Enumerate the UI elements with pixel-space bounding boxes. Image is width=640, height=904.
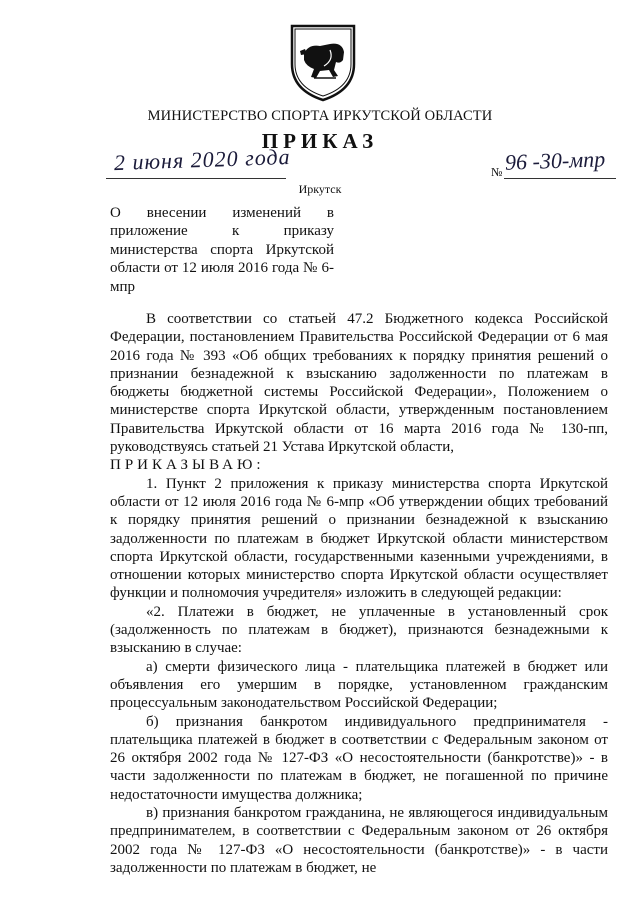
date-underline: [106, 178, 286, 179]
order-word: ПРИКАЗЫВАЮ:: [110, 457, 265, 474]
paragraph-sub-b: б) признания банкротом индивидуального предпринимателя - плательщика платежей в бюджет в соответствии с Федеральным законом от 26 октября 2002 года № 127-ФЗ «О несостоятельности (банкротстве)» - в части задолженности по платежам в бюджет, не погашенной по причине недостаточности имущества должника;: [110, 713, 608, 803]
number-underline: [504, 178, 616, 179]
paragraph-sub-a: а) смерти физического лица - плательщика платежей в бюджет или объявления его умершим в порядке, установленном гражданским процессуальным законодательством Российской Федерации;: [110, 658, 608, 712]
handwritten-number: 96 -30-мпр: [504, 146, 606, 175]
document-subject: О внесении изменений в приложение к приказу министерства спорта Иркутской области от 12 июля 2016 года № 6-мпр: [110, 205, 334, 295]
irkutsk-coat-of-arms-icon: [286, 20, 360, 104]
document-body: [110, 310, 608, 877]
document-title: ПРИКАЗ: [261, 129, 379, 153]
paragraph-preamble: В соответствии со статьей 47.2 Бюджетного кодекса Российской Федерации, постановлением Правительства Российской Федерации от 6 мая 2016 года № 393 «Об общих требованиях к порядку принятия решений о признании безнадежной к взысканию задолженности по платежам в бюджеты бюджетной системы Российской Федерации», Положением о министерстве спорта Иркутской области, утвержденным постановлением Правительства Иркутской области от 16 марта 2016 года № 130-пп, руководствуясь статьей 21 Устава Иркутской области,: [110, 311, 608, 456]
paragraph-item-2: «2. Платежи в бюджет, не уплаченные в установленный срок (задолженность по платежам в бюджет), признаются безнадежными к взысканию в случае:: [110, 603, 608, 657]
paragraph-sub-c: в) признания банкротом гражданина, не являющегося индивидуальным предпринимателем, в соответствии с Федеральным законом от 26 октября 2002 года № 127-ФЗ «О несостоятельности (банкротстве)» - в части задолженности по платежам в бюджет, не: [110, 805, 608, 876]
number-sign: №: [491, 165, 503, 179]
city-name: Иркутск: [298, 182, 342, 196]
paragraph-item-1: 1. Пункт 2 приложения к приказу министерства спорта Иркутской области от 12 июля 2016 года № 6-мпр «Об утверждении общих требований к порядку принятия решений о признании безнадежной к взысканию задолженности по платежам в бюджет Иркутской области министерством спорта Иркутской области, государственными казенными учреждениями, в отношении которых министерство спорта Иркутской области осуществляет функции и полномочия учредителя» изложить в следующей редакции:: [110, 475, 608, 602]
ministry-name: МИНИСТЕРСТВО СПОРТА ИРКУТСКОЙ ОБЛАСТИ: [147, 108, 493, 124]
handwritten-date: 2 июня 2020 года: [113, 143, 291, 176]
